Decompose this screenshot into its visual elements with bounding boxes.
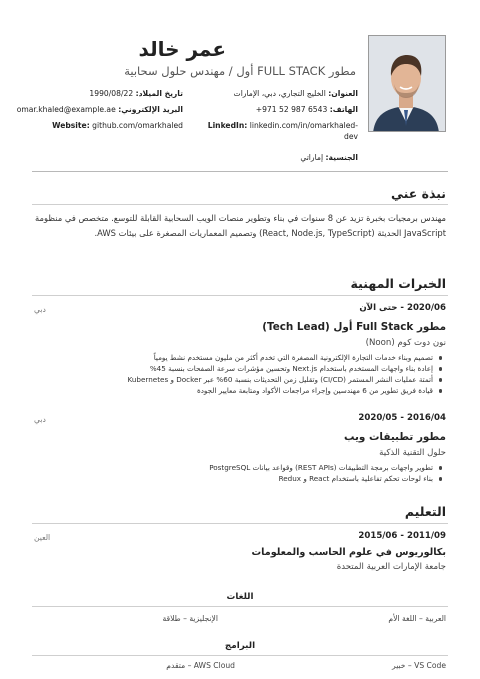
languages-title: اللغات — [226, 592, 254, 602]
list-item: أتمتة عمليات النشر المستمر (CI/CD) وتقليل زمن التحديثات بنسبة 60% عبر Docker و Kubernetes — [34, 374, 444, 385]
list-item: تطوير واجهات برمجة التطبيقات (REST APIs) وقواعد بيانات PostgreSQL — [34, 462, 444, 473]
linkedin-link[interactable]: linkedin.com/in/omarkhaled-dev — [249, 121, 358, 141]
phone-value[interactable]: +971 52 987 6543 — [255, 105, 328, 114]
software-item-aws: AWS Cloud – متقدم — [166, 661, 235, 670]
education-degree: بكالوريوس في علوم الحاسب والمعلومات — [251, 547, 446, 558]
job-1-place: دبي — [34, 305, 46, 314]
job-2-date: 2016/04 - 2020/05 — [358, 413, 446, 423]
experience-section-title: الخبرات المهنية — [350, 276, 446, 291]
list-item: بناء لوحات تحكم تفاعلية باستخدام React و Redux — [34, 473, 444, 484]
software-divider — [32, 655, 448, 656]
dob-value: 1990/08/22 — [89, 89, 134, 98]
languages-divider — [32, 606, 448, 607]
list-item: تصميم وبناء خدمات التجارة الإلكترونية المصغرة التي تخدم أكثر من مليون مستخدم نشط يومياً — [34, 352, 444, 363]
job-1-date: 2020/06 - حتى الآن — [359, 303, 446, 313]
website-link[interactable]: github.com/omarkhaled — [92, 121, 183, 130]
job-1-org: نون دوت كوم (Noon) — [365, 338, 446, 348]
dob-label: تاريخ الميلاد: — [135, 89, 183, 98]
address-line — [198, 88, 358, 99]
header-divider — [32, 171, 448, 172]
profile-photo-image — [368, 36, 445, 132]
list-item: إعادة بناء واجهات المستخدم باستخدام Next.js وتحسين مؤشرات سرعة الصفحات بنسبة 45% — [34, 363, 444, 374]
language-item-english: الإنجليزية – طلاقة — [162, 614, 218, 623]
linkedin-label: LinkedIn: — [207, 121, 248, 130]
language-item-arabic: العربية – اللغة الأم — [388, 614, 446, 623]
linkedin-line — [198, 120, 358, 142]
about-section-title: نبذة عني — [390, 186, 446, 201]
about-divider — [32, 204, 448, 205]
job-2-title: مطور تطبيقات ويب — [344, 431, 446, 443]
list-item: قيادة فريق تطوير من 6 مهندسين وإجراء مراجعات الأكواد ومتابعة معايير الجودة — [34, 385, 444, 396]
education-date: 2011/09 - 2015/06 — [358, 531, 446, 541]
profile-photo — [368, 35, 446, 132]
job-1-bullets — [34, 352, 444, 396]
job-2-org: حلول التقنية الذكية — [379, 448, 446, 458]
education-section-title: التعليم — [404, 504, 446, 519]
job-1-title: مطور Full Stack أول (Tech Lead) — [262, 321, 446, 333]
job-2-bullets — [34, 462, 444, 484]
phone-line — [198, 104, 358, 115]
email-link[interactable]: omar.khaled@example.ae — [16, 105, 116, 114]
website-line — [13, 120, 183, 131]
software-item-vscode: VS Code – خبير — [392, 661, 446, 670]
nationality-value: إماراتي — [300, 153, 324, 162]
address-value: الخليج التجاري، دبي، الإمارات — [233, 89, 326, 98]
software-title: البرامج — [224, 641, 256, 651]
phone-label: الهاتف: — [329, 105, 358, 114]
website-label: Website: — [52, 121, 90, 130]
address-label: العنوان: — [328, 89, 358, 98]
about-text: مهندس برمجيات بخبرة تزيد عن 8 سنوات في بناء وتطوير منصات الويب السحابية القابلة للتوسع. متخصص في منظومة JavaScript الحديثة (React, Node.js, TypeScript) وتصميم المعماريات المصغرة على بيئات AWS. — [35, 213, 446, 238]
experience-divider — [32, 295, 448, 296]
nationality-label: الجنسية: — [325, 153, 358, 162]
email-line — [13, 104, 183, 115]
education-place: العين — [34, 533, 51, 542]
dob-line — [13, 88, 183, 99]
candidate-role: مطور FULL STACK أول / مهندس حلول سحابية — [124, 64, 356, 78]
education-divider — [32, 523, 448, 524]
email-label: البريد الإلكتروني: — [118, 105, 183, 114]
job-2-place: دبي — [34, 415, 46, 424]
nationality-line — [198, 152, 358, 163]
education-school: جامعة الإمارات العربية المتحدة — [336, 562, 446, 572]
candidate-name: عمر خالد — [138, 37, 226, 61]
